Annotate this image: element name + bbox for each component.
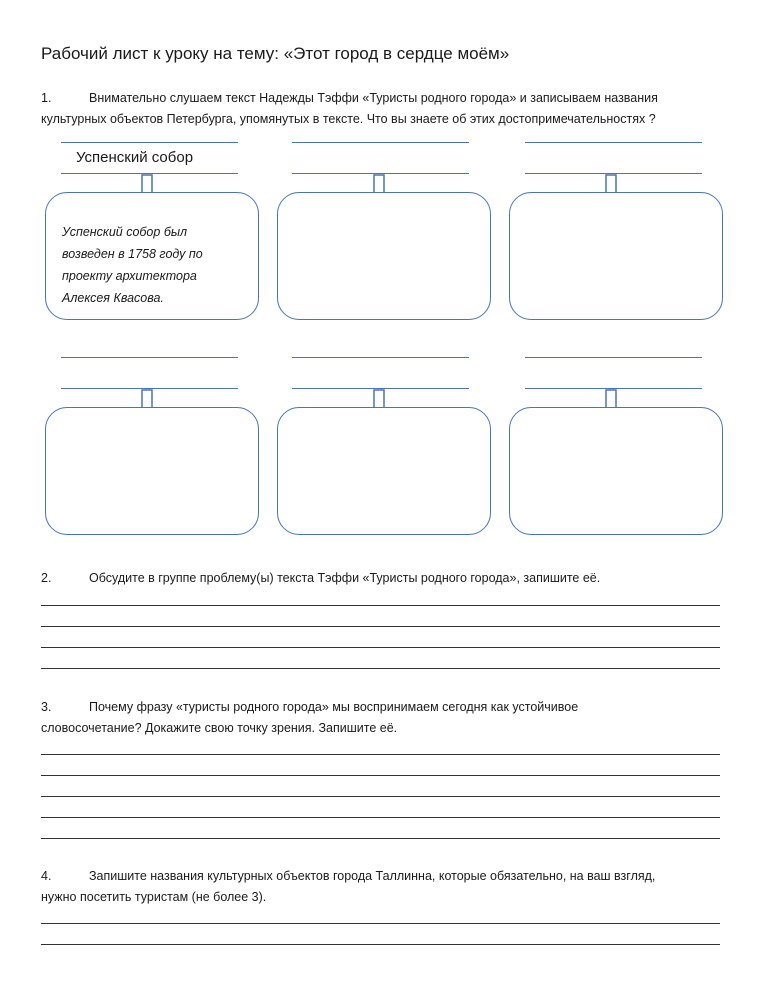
info-box bbox=[277, 407, 491, 535]
question-2 bbox=[41, 568, 731, 589]
question-3-text-line1: Почему фразу «туристы родного города» мы воспринимаем сегодня как устойчивое bbox=[89, 700, 579, 714]
answer-line-top bbox=[292, 142, 469, 143]
answer-line[interactable] bbox=[41, 668, 720, 669]
answer-line-top bbox=[61, 142, 238, 143]
answer-line[interactable] bbox=[41, 754, 720, 755]
info-box bbox=[509, 192, 723, 320]
question-3-number: 3. bbox=[41, 700, 52, 714]
answer-line[interactable] bbox=[41, 944, 720, 945]
question-4-text-line2: нужно посетить туристам (не более 3). bbox=[41, 890, 267, 904]
question-1 bbox=[41, 88, 731, 130]
answer-line[interactable] bbox=[41, 626, 720, 627]
answer-line[interactable] bbox=[41, 796, 720, 797]
answer-line[interactable] bbox=[41, 923, 720, 924]
answer-line[interactable] bbox=[41, 775, 720, 776]
worksheet-title: Рабочий лист к уроку на тему: «Этот город в сердце моём» bbox=[41, 44, 510, 63]
info-box bbox=[509, 407, 723, 535]
answer-line-top bbox=[292, 357, 469, 358]
question-3-text-line2: словосочетание? Докажите свою точку зрения. Запишите её. bbox=[41, 721, 398, 735]
answer-line-top bbox=[61, 357, 238, 358]
answer-line[interactable] bbox=[41, 817, 720, 818]
question-1-number: 1. bbox=[41, 91, 52, 105]
answer-line-top bbox=[525, 142, 702, 143]
info-box bbox=[277, 192, 491, 320]
question-4-text-line1: Запишите названия культурных объектов города Таллинна, которые обязательно, на ваш взгляд, bbox=[89, 869, 656, 883]
answer-line[interactable] bbox=[41, 647, 720, 648]
info-box bbox=[45, 407, 259, 535]
answer-line-top bbox=[525, 357, 702, 358]
answer-line[interactable] bbox=[41, 838, 720, 839]
answer-line[interactable] bbox=[41, 605, 720, 606]
question-4-number: 4. bbox=[41, 869, 52, 883]
question-2-text: Обсудите в группе проблему(ы) текста Тэффи «Туристы родного города», запишите её. bbox=[89, 571, 601, 585]
question-1-text-line1: Внимательно слушаем текст Надежды Тэффи «Туристы родного города» и записываем названия bbox=[89, 91, 658, 105]
info-box-text: Успенский собор был возведен в 1758 году по проекту архитектора Алексея Квасова. bbox=[62, 225, 203, 305]
question-1-text-line2: культурных объектов Петербурга, упомянутых в тексте. Что вы знаете об этих достопримечательностях ? bbox=[41, 112, 656, 126]
question-3 bbox=[41, 697, 731, 739]
question-2-number: 2. bbox=[41, 571, 52, 585]
question-4 bbox=[41, 866, 731, 908]
object-caption: Успенский собор bbox=[76, 149, 194, 166]
